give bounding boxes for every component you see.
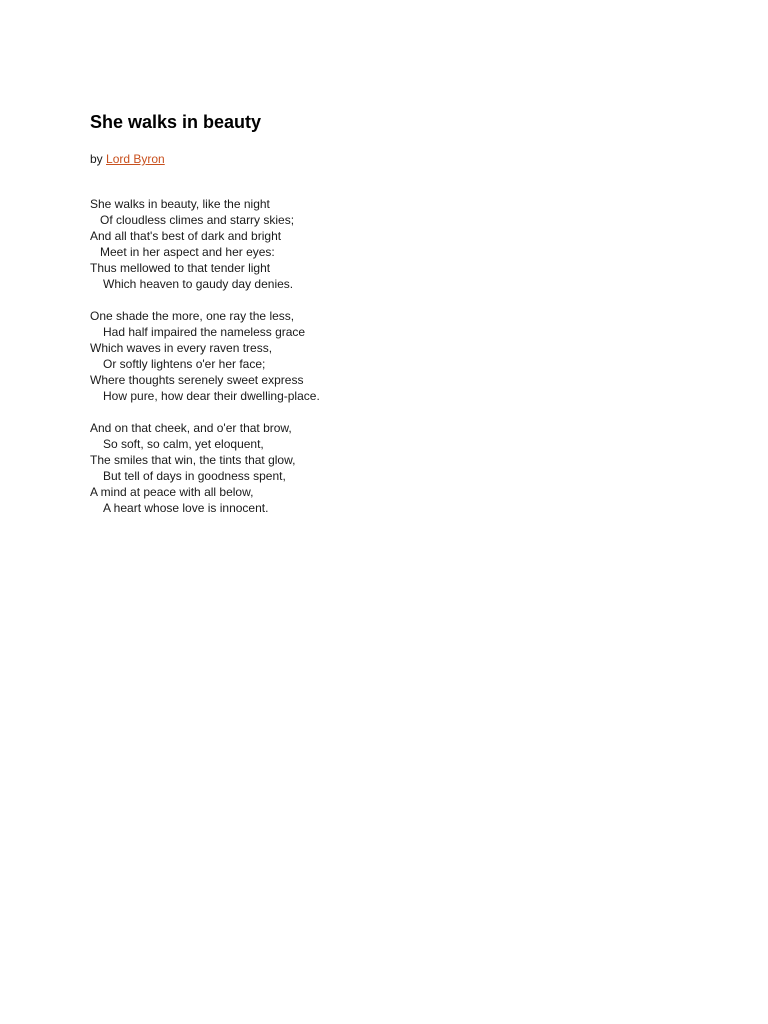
poem-line: Had half impaired the nameless grace xyxy=(103,325,306,339)
byline-prefix: by xyxy=(90,152,103,166)
poem-line: A heart whose love is innocent. xyxy=(103,501,269,515)
byline xyxy=(90,151,690,167)
poem-line: Of cloudless climes and starry skies; xyxy=(100,213,295,227)
poem-line: She walks in beauty, like the night xyxy=(90,197,270,211)
stanza-1 xyxy=(90,196,690,292)
poem-line: But tell of days in goodness spent, xyxy=(103,469,286,483)
poem-line: Or softly lightens o'er her face; xyxy=(103,357,266,371)
stanza-2 xyxy=(90,308,690,404)
document-page xyxy=(90,111,690,532)
poem-line: And on that cheek, and o'er that brow, xyxy=(90,421,292,435)
poem-line: So soft, so calm, yet eloquent, xyxy=(103,437,264,451)
poem-line: The smiles that win, the tints that glow, xyxy=(90,453,296,467)
author-link[interactable]: Lord Byron xyxy=(106,152,165,166)
poem-line: How pure, how dear their dwelling-place. xyxy=(103,389,320,403)
poem-line: A mind at peace with all below, xyxy=(90,485,254,499)
poem-line: Which waves in every raven tress, xyxy=(90,341,273,355)
poem-line: Where thoughts serenely sweet express xyxy=(90,373,304,387)
poem-body xyxy=(90,196,690,516)
poem-line: One shade the more, one ray the less, xyxy=(90,309,295,323)
poem-line: Meet in her aspect and her eyes: xyxy=(100,245,275,259)
poem-line: And all that's best of dark and bright xyxy=(90,229,282,243)
poem-title: She walks in beauty xyxy=(90,112,262,132)
poem-line: Thus mellowed to that tender light xyxy=(90,261,271,275)
poem-line: Which heaven to gaudy day denies. xyxy=(103,277,294,291)
stanza-3 xyxy=(90,420,690,516)
